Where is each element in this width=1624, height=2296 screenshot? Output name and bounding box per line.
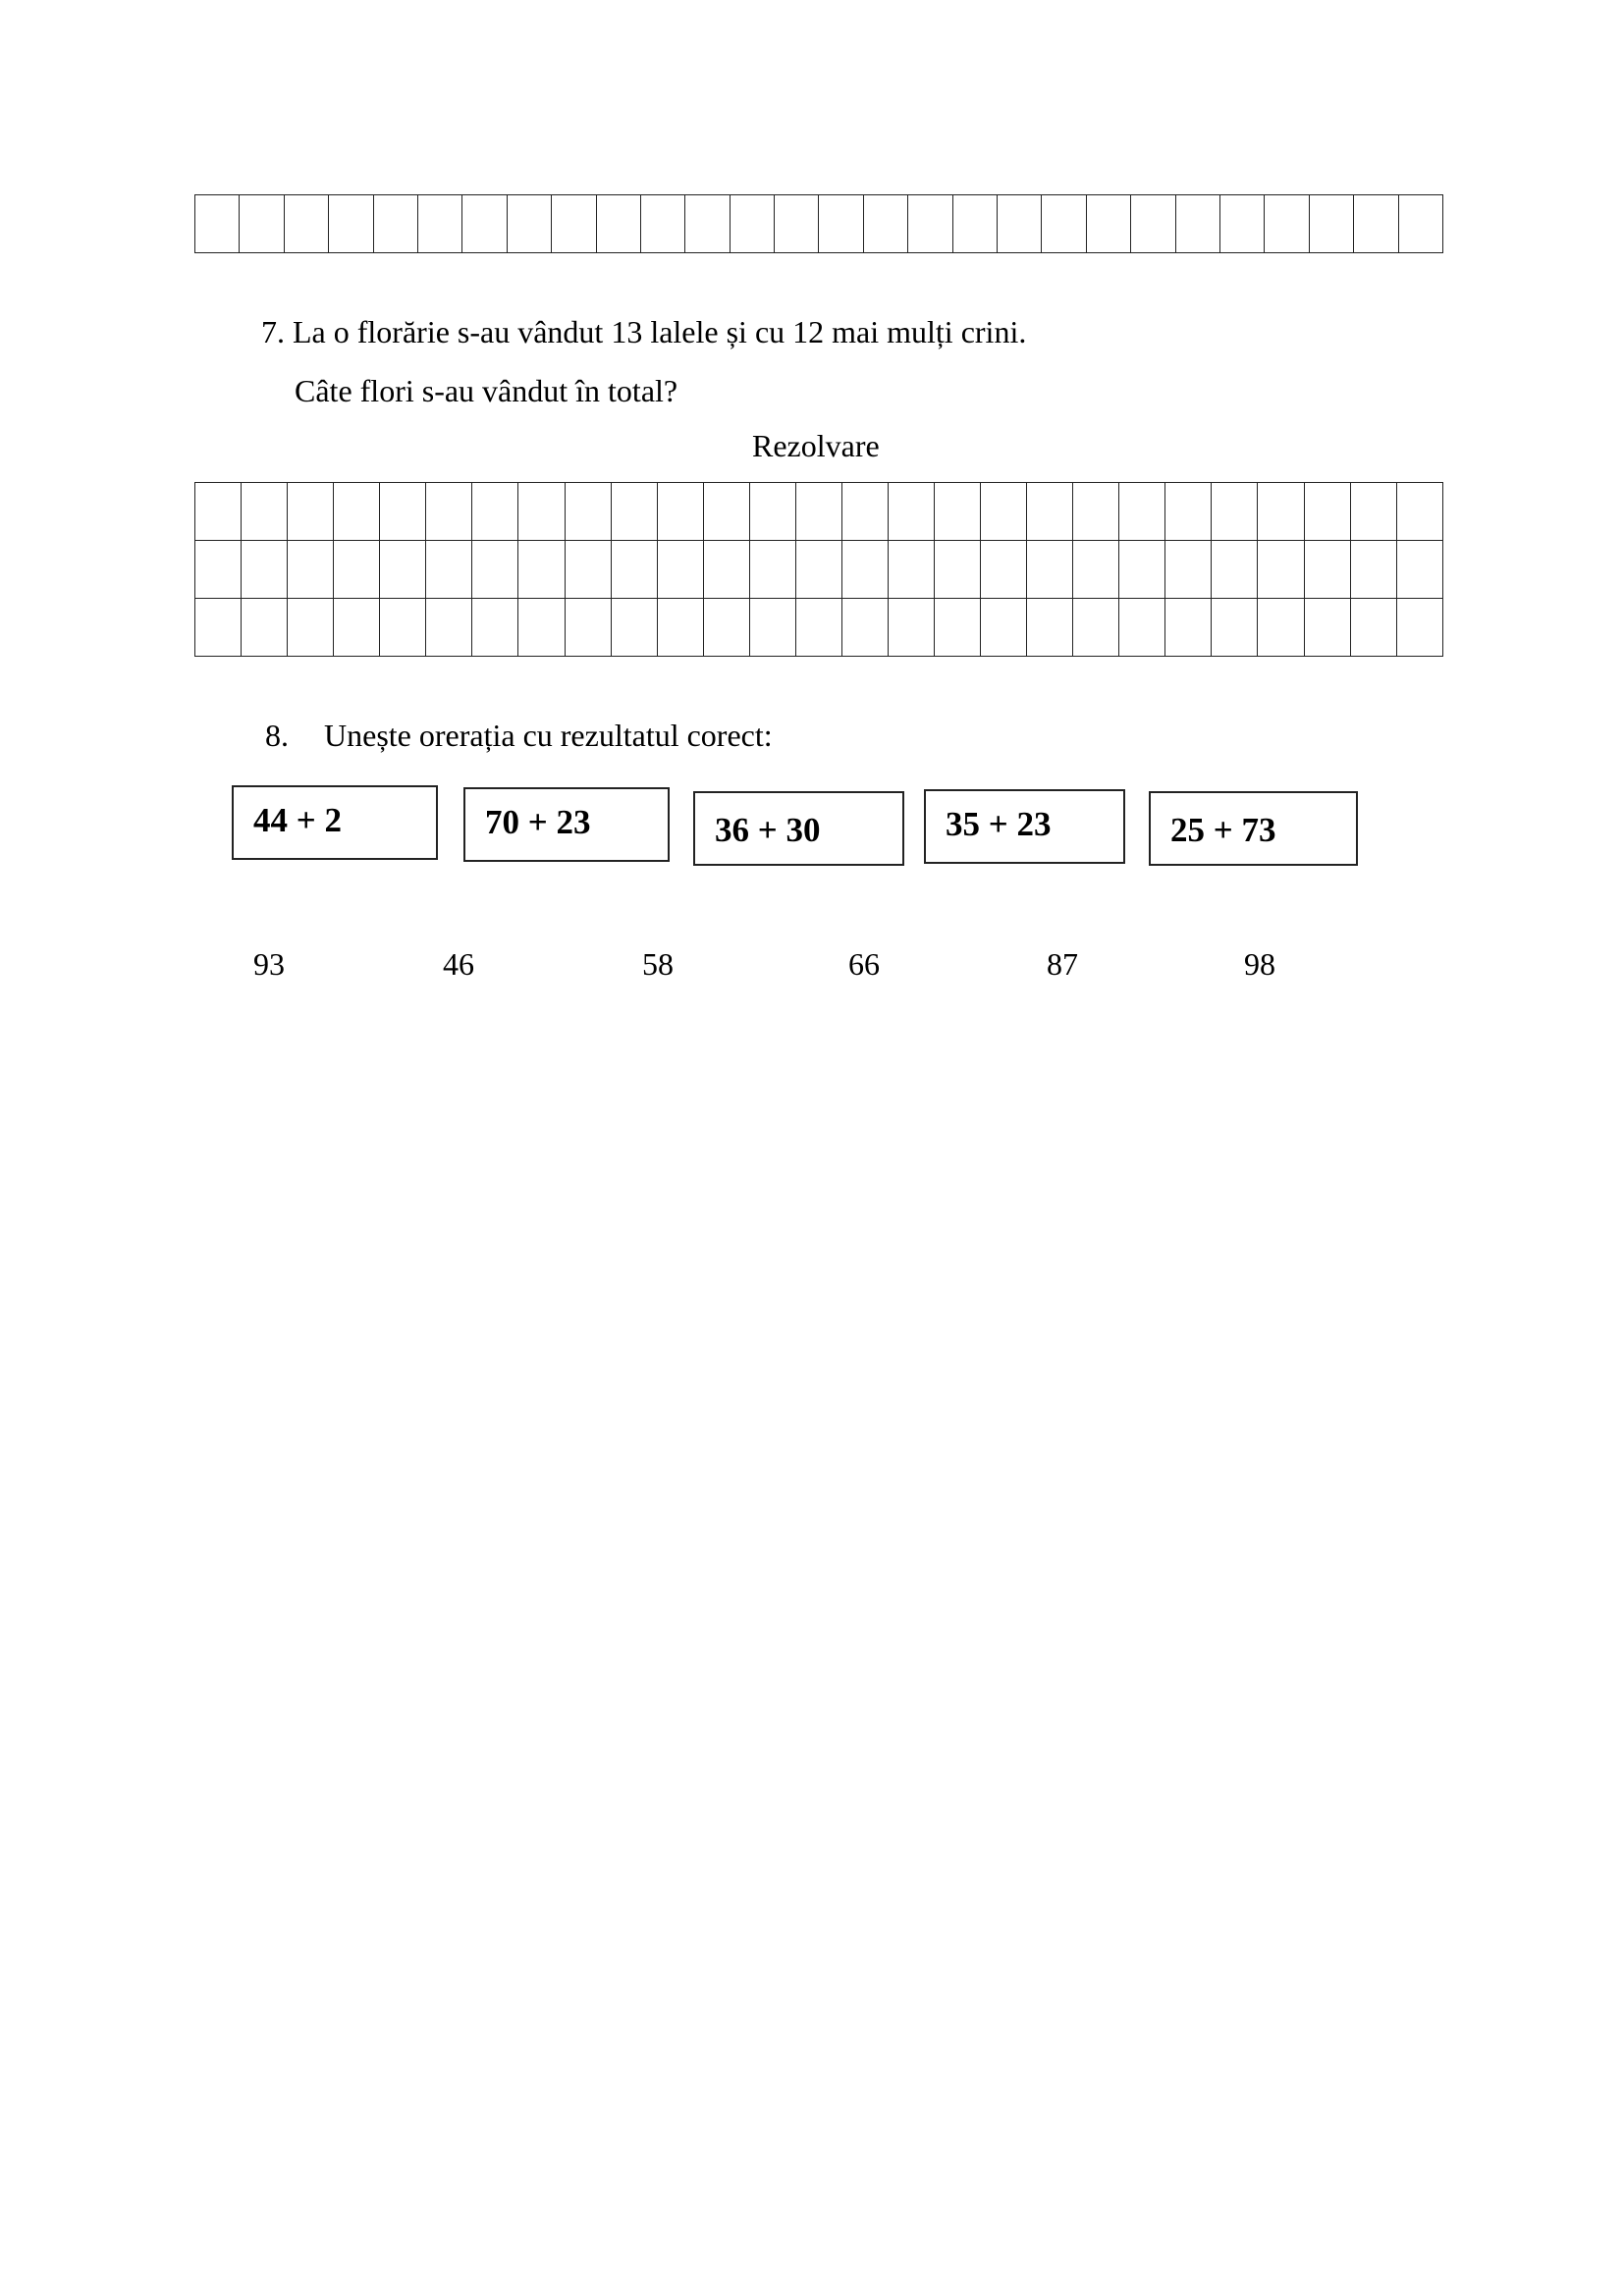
grid-cell [462, 195, 507, 253]
grid-cell [1212, 541, 1258, 599]
exercise-7-question: Câte flori s-au vândut în total? [295, 373, 678, 408]
grid-cell [981, 541, 1027, 599]
grid-cell [1165, 541, 1212, 599]
grid-cell [775, 195, 819, 253]
grid-cell [908, 195, 952, 253]
grid-cell [380, 483, 426, 541]
grid-cell [888, 541, 934, 599]
grid-cell [952, 195, 997, 253]
grid-cell [1258, 483, 1304, 541]
grid-cell [1119, 599, 1165, 657]
operation-text: 25 + 73 [1170, 811, 1276, 849]
grid-cell [1073, 483, 1119, 541]
grid-cell [417, 195, 461, 253]
grid-cell [1304, 483, 1350, 541]
grid-cell [1027, 599, 1073, 657]
grid-cell [596, 195, 640, 253]
result-value: 87 [1047, 946, 1078, 982]
grid-cell [1304, 599, 1350, 657]
grid-cell [195, 541, 242, 599]
exercise-7-statement: 7. La o florărie s-au vândut 13 lalele și cu 12 mai mulți crini. [261, 314, 1027, 349]
grid-cell [242, 599, 288, 657]
grid-cell [1398, 195, 1442, 253]
grid-cell [1396, 483, 1442, 541]
operation-text: 44 + 2 [253, 801, 342, 839]
operation-box [232, 785, 438, 860]
grid-cell [334, 541, 380, 599]
grid-row [195, 541, 1443, 599]
grid-cell [749, 599, 795, 657]
solution-heading: Rezolvare [752, 428, 880, 463]
answer-grid-top [194, 194, 1443, 253]
result-value: 66 [848, 946, 880, 982]
grid-cell [795, 483, 841, 541]
grid-cell [685, 195, 730, 253]
grid-cell [288, 541, 334, 599]
grid-cell [657, 541, 703, 599]
grid-cell [611, 483, 657, 541]
grid-cell [1212, 599, 1258, 657]
grid-cell [373, 195, 417, 253]
grid-cell [1212, 483, 1258, 541]
grid-cell [888, 483, 934, 541]
grid-cell [565, 541, 611, 599]
grid-cell [518, 541, 565, 599]
grid-cell [749, 541, 795, 599]
solution-grid [194, 482, 1443, 657]
grid-cell [334, 599, 380, 657]
grid-cell [730, 195, 774, 253]
grid-cell [640, 195, 684, 253]
grid-cell [1309, 195, 1353, 253]
grid-cell [565, 483, 611, 541]
grid-cell [703, 599, 749, 657]
grid-cell [334, 483, 380, 541]
grid-cell [1396, 599, 1442, 657]
grid-cell [507, 195, 551, 253]
grid-cell [1265, 195, 1309, 253]
grid-cell [611, 541, 657, 599]
exercise-8-number: 8. [265, 718, 289, 753]
grid-cell [703, 541, 749, 599]
grid-cell [1073, 541, 1119, 599]
grid-cell [1042, 195, 1086, 253]
grid-cell [472, 483, 518, 541]
grid-cell [288, 599, 334, 657]
grid-cell [795, 599, 841, 657]
grid-cell [1165, 599, 1212, 657]
grid-cell [426, 541, 472, 599]
grid-cell [380, 541, 426, 599]
operation-text: 35 + 23 [946, 805, 1052, 843]
grid-cell [1165, 483, 1212, 541]
grid-cell [518, 599, 565, 657]
grid-cell [195, 599, 242, 657]
grid-cell [1027, 541, 1073, 599]
result-value: 98 [1244, 946, 1275, 982]
operation-box [924, 789, 1125, 864]
grid-cell [565, 599, 611, 657]
exercise-8-instruction: Unește orerația cu rezultatul corect: [324, 718, 773, 753]
grid-cell [819, 195, 863, 253]
grid-cell [1027, 483, 1073, 541]
operation-box [1149, 791, 1358, 866]
grid-cell [472, 541, 518, 599]
grid-cell [1350, 599, 1396, 657]
grid-row [195, 599, 1443, 657]
grid-cell [935, 599, 981, 657]
operation-box [693, 791, 904, 866]
grid-cell [795, 541, 841, 599]
grid-cell [1175, 195, 1219, 253]
grid-cell [888, 599, 934, 657]
grid-cell [1396, 541, 1442, 599]
grid-cell [1073, 599, 1119, 657]
result-value: 46 [443, 946, 474, 982]
grid-row [195, 195, 1443, 253]
grid-cell [329, 195, 373, 253]
grid-cell [998, 195, 1042, 253]
grid-cell [518, 483, 565, 541]
grid-cell [1086, 195, 1130, 253]
grid-cell [1258, 541, 1304, 599]
grid-row [195, 483, 1443, 541]
grid-cell [240, 195, 284, 253]
grid-cell [657, 599, 703, 657]
grid-cell [195, 483, 242, 541]
grid-cell [1258, 599, 1304, 657]
grid-cell [426, 483, 472, 541]
grid-cell [657, 483, 703, 541]
grid-cell [1131, 195, 1175, 253]
grid-cell [380, 599, 426, 657]
grid-cell [841, 483, 888, 541]
grid-cell [195, 195, 240, 253]
grid-cell [981, 599, 1027, 657]
grid-cell [981, 483, 1027, 541]
grid-cell [703, 483, 749, 541]
grid-cell [841, 599, 888, 657]
grid-cell [284, 195, 328, 253]
grid-cell [749, 483, 795, 541]
result-value: 93 [253, 946, 285, 982]
grid-cell [863, 195, 907, 253]
grid-cell [472, 599, 518, 657]
grid-cell [1304, 541, 1350, 599]
grid-cell [1350, 541, 1396, 599]
operation-text: 36 + 30 [715, 811, 821, 849]
grid-cell [288, 483, 334, 541]
grid-cell [552, 195, 596, 253]
grid-cell [935, 541, 981, 599]
grid-cell [935, 483, 981, 541]
grid-cell [1354, 195, 1398, 253]
grid-cell [242, 483, 288, 541]
grid-cell [1350, 483, 1396, 541]
result-value: 58 [642, 946, 674, 982]
operation-text: 70 + 23 [485, 803, 591, 841]
grid-cell [1219, 195, 1264, 253]
grid-cell [611, 599, 657, 657]
grid-cell [841, 541, 888, 599]
grid-cell [1119, 483, 1165, 541]
grid-cell [1119, 541, 1165, 599]
grid-cell [242, 541, 288, 599]
operation-box [463, 787, 670, 862]
grid-cell [426, 599, 472, 657]
